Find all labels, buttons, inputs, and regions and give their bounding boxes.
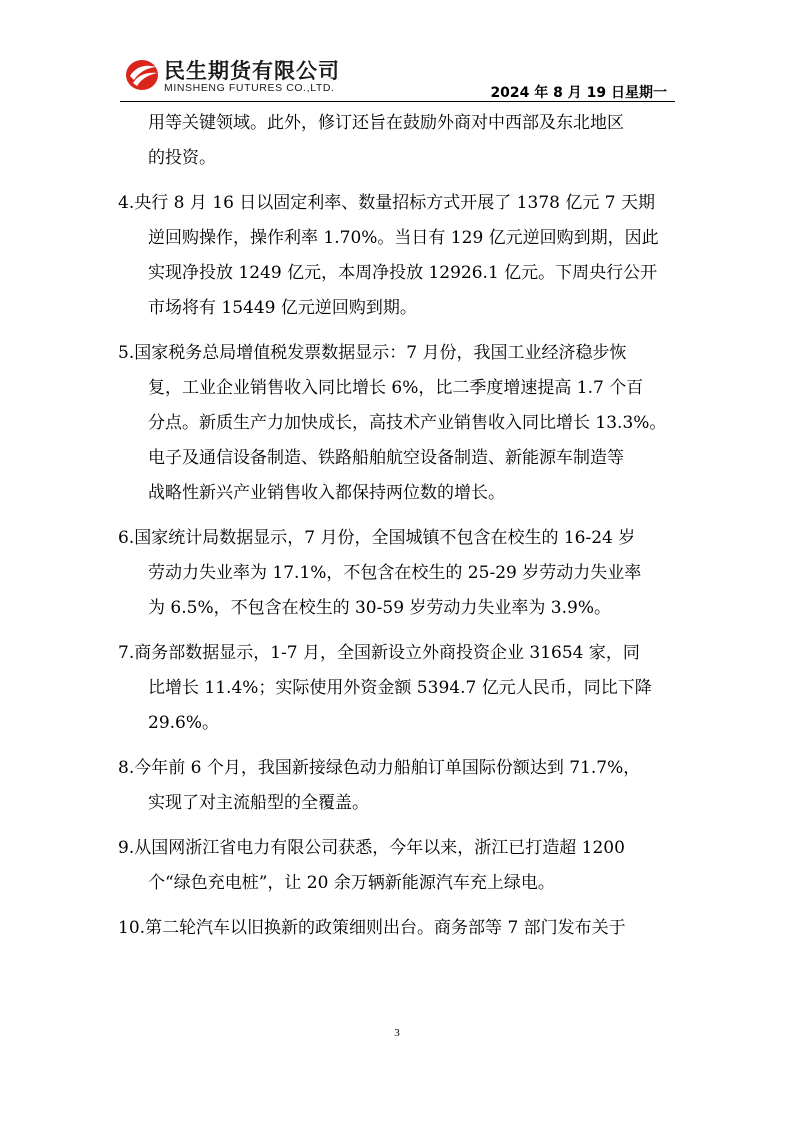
text-line: 复，工业企业销售收入同比增长 6%，比二季度增速提高 1.7 个百 bbox=[148, 378, 644, 398]
report-date: 2024 年 8 月 19 日星期一 bbox=[490, 85, 667, 101]
text-line: 战略性新兴产业销售收入都保持两位数的增长。 bbox=[148, 483, 505, 503]
list-item-5-line: 5.国家税务总局增值税发票数据显示：7 月份，我国工业经济稳步恢 bbox=[118, 343, 627, 363]
paragraph-gap bbox=[118, 741, 678, 751]
paragraph-gap bbox=[118, 176, 678, 186]
text-line: 用等关键领域。此外，修订还旨在鼓励外商对中西部及东北地区 bbox=[148, 113, 624, 133]
page-header bbox=[120, 52, 675, 102]
document-body bbox=[118, 106, 678, 946]
text-line: 逆回购操作，操作利率 1.70%。当日有 129 亿元逆回购到期，因此 bbox=[148, 228, 659, 248]
text-line: 的投资。 bbox=[148, 148, 216, 168]
page-number: 3 bbox=[394, 1027, 400, 1039]
list-item-10-line: 10.第二轮汽车以旧换新的政策细则出台。商务部等 7 部门发布关于 bbox=[118, 918, 626, 938]
text-line: 为 6.5%，不包含在校生的 30-59 岁劳动力失业率为 3.9%。 bbox=[148, 598, 612, 618]
paragraph-gap bbox=[118, 511, 678, 521]
text-line: 实现净投放 1249 亿元，本周净投放 12926.1 亿元。下周央行公开 bbox=[148, 263, 658, 283]
text-line: 比增长 11.4%；实际使用外资金额 5394.7 亿元人民币，同比下降 bbox=[148, 678, 652, 698]
paragraph-gap bbox=[118, 821, 678, 831]
list-item-9-line: 9.从国网浙江省电力有限公司获悉，今年以来，浙江已打造超 1200 bbox=[118, 838, 625, 858]
paragraph-gap bbox=[118, 901, 678, 911]
header-divider bbox=[120, 101, 675, 102]
list-item-8-line: 8.今年前 6 个月，我国新接绿色动力船舶订单国际份额达到 71.7%， bbox=[118, 758, 641, 778]
list-item-6-line: 6.国家统计局数据显示，7 月份，全国城镇不包含在校生的 16-24 岁 bbox=[118, 528, 636, 548]
text-line: 电子及通信设备制造、铁路船舶航空设备制造、新能源车制造等 bbox=[148, 448, 624, 468]
list-item-7-line: 7.商务部数据显示，1-7 月，全国新设立外商投资企业 31654 家，同 bbox=[118, 643, 640, 663]
text-line: 市场将有 15449 亿元逆回购到期。 bbox=[148, 298, 417, 318]
paragraph-gap bbox=[118, 626, 678, 636]
paragraph-gap bbox=[118, 326, 678, 336]
text-line: 29.6%。 bbox=[148, 713, 220, 733]
list-item-4-line: 4.央行 8 月 16 日以固定利率、数量招标方式开展了 1378 亿元 7 天期 bbox=[118, 193, 655, 213]
text-line: 个“绿色充电桩”，让 20 余万辆新能源汽车充上绿电。 bbox=[148, 873, 555, 893]
logo-english-name: MINSHENG FUTURES CO.,LTD. bbox=[164, 82, 335, 94]
text-line: 分点。新质生产力加快成长，高技术产业销售收入同比增长 13.3%。 bbox=[148, 413, 667, 433]
text-line: 实现了对主流船型的全覆盖。 bbox=[148, 793, 369, 813]
company-logo bbox=[120, 52, 360, 98]
minsheng-logo-icon bbox=[124, 56, 160, 92]
text-line: 劳动力失业率为 17.1%，不包含在校生的 25-29 岁劳动力失业率 bbox=[148, 563, 642, 583]
logo-chinese-name: 民生期货有限公司 bbox=[164, 59, 340, 83]
